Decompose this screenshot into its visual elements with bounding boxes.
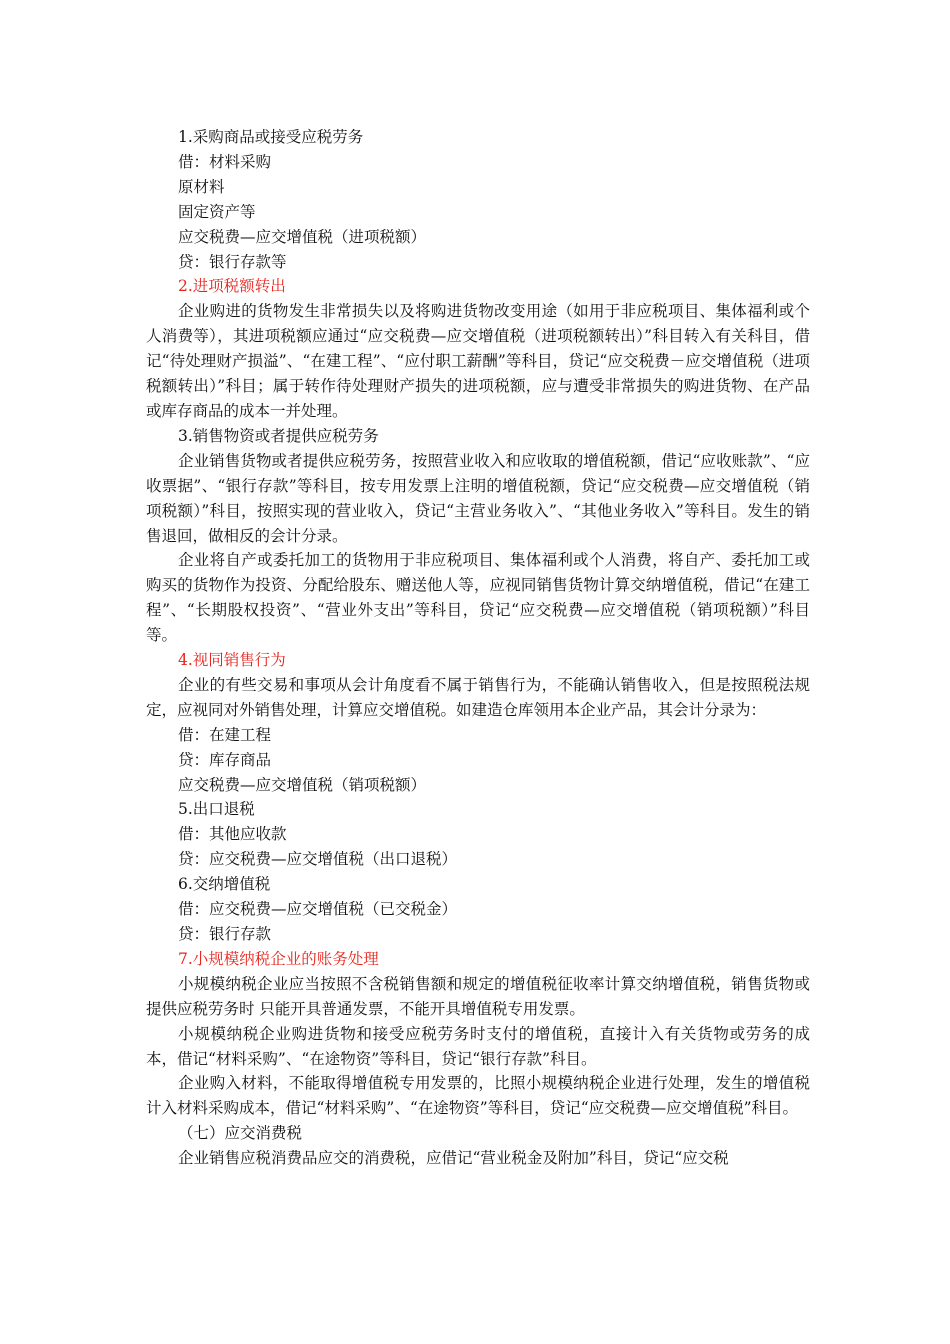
journal-entry-line: 贷：应交税费—应交增值税（出口退税） [178, 850, 458, 869]
journal-entry-line: 固定资产等 [178, 202, 256, 221]
journal-entry-line: 应交税费—应交增值税（销项税额） [178, 775, 427, 794]
section-heading-deemed-sales: 4.视同销售行为 [178, 651, 286, 670]
body-paragraph: 小规模纳税企业应当按照不含税销售额和规定的增值税征收率计算交纳增值税，销售货物或提供应税劳务时 只能开具普通发票，不能开具增值税专用发票。 [146, 974, 810, 1018]
body-paragraph: 企业销售货物或者提供应税劳务，按照营业收入和应收取的增值税额，借记“应收账款”、“应收票据”、“银行存款”等科目，按专用发票上注明的增值税额，贷记“应交税费—应交增值税（销项税额）”科目，按照实现的营业收入，贷记“主营业务收入”、“其他业务收入”等科目。发生的销售退回，做相反的会计分录。 [146, 451, 810, 545]
section-heading-pay-vat: 6.交纳增值税 [178, 875, 271, 894]
journal-entry-line: 贷：库存商品 [178, 750, 272, 769]
section-heading-input-tax-transfer: 2.进项税额转出 [178, 277, 286, 296]
journal-entry-line: 借：应交税费—应交增值税（已交税金） [178, 900, 458, 919]
body-paragraph: 企业的有些交易和事项从会计角度看不属于销售行为，不能确认销售收入，但是按照税法规定，应视同对外销售处理，计算应交增值税。如建造仓库领用本企业产品，其会计分录为： [146, 675, 810, 719]
body-paragraph: 企业购入材料，不能取得增值税专用发票的，比照小规模纳税企业进行处理，发生的增值税计入材料采购成本，借记“材料采购”、“在途物资”等科目，贷记“应交税费—应交增值税”科目。 [146, 1074, 810, 1118]
section-heading-small-taxpayer: 7.小规模纳税企业的账务处理 [178, 949, 379, 968]
journal-entry-line: 借：材料采购 [178, 152, 272, 171]
journal-entry-line: 借：其他应收款 [178, 825, 287, 844]
journal-entry-line: 贷：银行存款 [178, 925, 272, 943]
section-heading-export-refund: 5.出口退税 [178, 800, 255, 819]
section-heading-sales: 3.销售物资或者提供应税劳务 [178, 426, 379, 445]
body-paragraph: 企业购进的货物发生非常损失以及将购进货物改变用途（如用于非应税项目、集体福利或个人消费等），其进项税额应通过“应交税费—应交增值税（进项税额转出）”科目转入有关科目，借记“待处理财产损溢”、“在建工程”、“应付职工薪酬”等科目，贷记“应交税费－应交增值税（进项税额转出）”科目；属于转作待处理财产损失的进项税额，应与遭受非常损失的购进货物、在产品或库存商品的成本一并处理。 [146, 302, 810, 420]
journal-entry-line: 贷：银行存款等 [178, 252, 287, 271]
journal-entry-line: 原材料 [178, 177, 225, 196]
body-paragraph: 企业销售应税消费品应交的消费税，应借记“营业税金及附加”科目，贷记“应交税 [178, 1149, 729, 1168]
document-page [146, 125, 810, 1171]
section-heading-consumption-tax: （七）应交消费税 [178, 1124, 303, 1143]
body-paragraph: 企业将自产或委托加工的货物用于非应税项目、集体福利或个人消费，将自产、委托加工或购买的货物作为投资、分配给股东、赠送他人等，应视同销售货物计算交纳增值税，借记“在建工程”、“长期股权投资”、“营业外支出”等科目，贷记“应交税费—应交增值税（销项税额）”科目等。 [146, 551, 810, 645]
body-paragraph: 小规模纳税企业购进货物和接受应税劳务时支付的增值税，直接计入有关货物或劳务的成本，借记“材料采购”、“在途物资”等科目，贷记“银行存款”科目。 [146, 1024, 810, 1068]
section-heading-purchase: 1.采购商品或接受应税劳务 [178, 128, 364, 146]
journal-entry-line: 借：在建工程 [178, 725, 272, 744]
journal-entry-line: 应交税费—应交增值税（进项税额） [178, 227, 427, 246]
